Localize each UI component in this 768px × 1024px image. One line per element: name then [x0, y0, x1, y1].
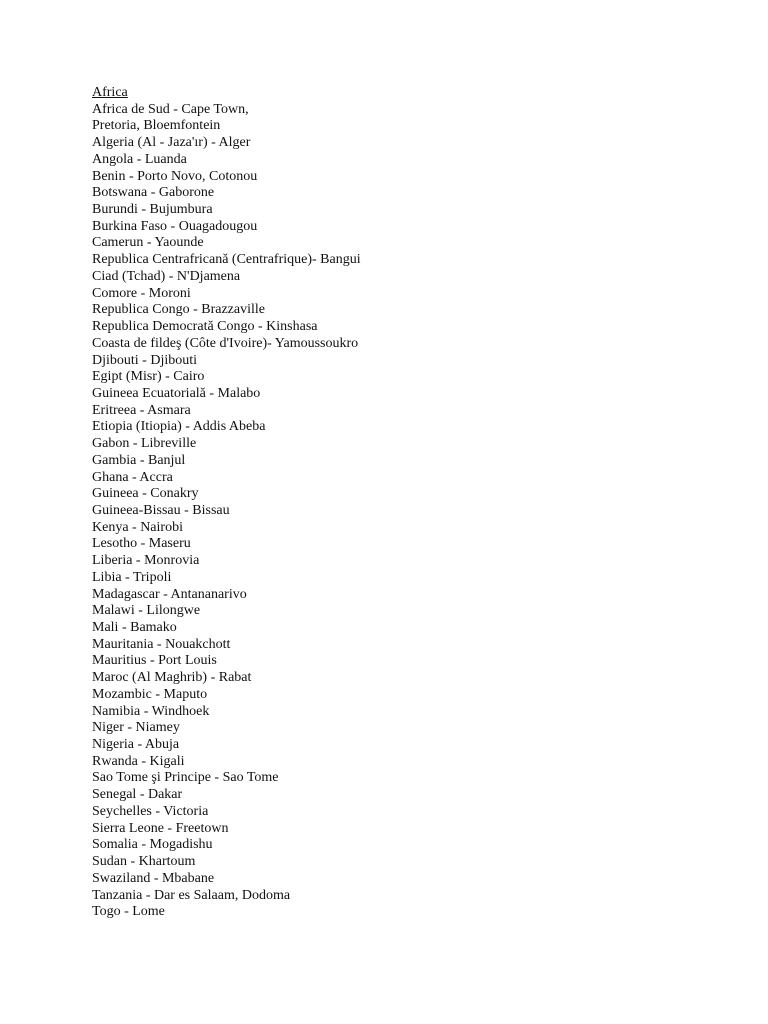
- list-line: Republica Democrată Congo - Kinshasa: [92, 319, 318, 335]
- list-line: Pretoria, Bloemfontein: [92, 118, 221, 134]
- list-line: Sudan - Khartoum: [92, 854, 196, 870]
- list-line: Djibouti - Djibouti: [92, 352, 197, 368]
- list-line: Tanzania - Dar es Salaam, Dodoma: [92, 887, 291, 903]
- list-line: Niger - Niamey: [92, 720, 180, 736]
- list-line: Angola - Luanda: [92, 151, 187, 167]
- list-line: Senegal - Dakar: [92, 787, 183, 803]
- list-line: Mauritius - Port Louis: [92, 653, 217, 669]
- list-line: Gabon - Libreville: [92, 436, 197, 452]
- list-line: Mauritania - Nouakchott: [92, 636, 231, 652]
- list-line: Gambia - Banjul: [92, 452, 186, 468]
- list-line: Guineea-Bissau - Bissau: [92, 502, 230, 518]
- list-line: Mali - Bamako: [92, 620, 177, 635]
- list-line: Ciad (Tchad) - N'Djamena: [92, 268, 241, 284]
- list-line: Libia - Tripoli: [92, 569, 172, 585]
- list-line: Liberia - Monrovia: [92, 553, 200, 569]
- list-line: Mozambic - Maputo: [92, 686, 208, 702]
- list-line: Africa de Sud - Cape Town,: [92, 101, 249, 117]
- list-line: Swaziland - Mbabane: [92, 870, 215, 886]
- list-line: Algeria (Al - Jaza'ır) - Alger: [92, 135, 251, 151]
- list-line: Namibia - Windhoek: [92, 703, 210, 719]
- list-line: Egipt (Misr) - Cairo: [92, 369, 205, 385]
- list-line: Togo - Lome: [92, 904, 165, 920]
- list-line: Seychelles - Victoria: [92, 803, 209, 819]
- list-line: Coasta de fildeş (Côte d'Ivoire)- Yamoussoukro: [92, 335, 359, 351]
- list-line: Maroc (Al Maghrib) - Rabat: [92, 670, 252, 686]
- section-heading: Africa: [92, 85, 128, 100]
- list-line: Sierra Leone - Freetown: [92, 820, 229, 836]
- list-line: Sao Tome şi Principe - Sao Tome: [92, 770, 279, 786]
- list-line: Somalia - Mogadishu: [92, 837, 213, 853]
- list-line: Ghana - Accra: [92, 469, 173, 485]
- list-line: Botswana - Gaborone: [92, 185, 215, 201]
- list-line: Guineea - Conakry: [92, 486, 199, 502]
- list-line: Camerun - Yaounde: [92, 235, 204, 251]
- list-line: Lesotho - Maseru: [92, 536, 191, 552]
- list-line: Rwanda - Kigali: [92, 753, 185, 769]
- list-line: Guineea Ecuatorială - Malabo: [92, 385, 261, 401]
- list-line: Kenya - Nairobi: [92, 519, 183, 535]
- list-line: Etiopia (Itiopia) - Addis Abeba: [92, 419, 266, 435]
- list-line: Republica Congo - Brazzaville: [92, 302, 265, 318]
- list-line: Madagascar - Antananarivo: [92, 586, 247, 602]
- list-line: Eritreea - Asmara: [92, 402, 191, 418]
- list-line: Burkina Faso - Ouagadougou: [92, 218, 258, 234]
- country-capital-list: [92, 102, 712, 921]
- list-line: Benin - Porto Novo, Cotonou: [92, 168, 258, 184]
- document-content: [92, 85, 712, 921]
- list-line: Comore - Moroni: [92, 285, 191, 301]
- list-line: Malawi - Lilongwe: [92, 603, 201, 619]
- list-line: Republica Centrafricană (Centrafrique)- Bangui: [92, 252, 361, 268]
- list-line: Nigeria - Abuja: [92, 737, 180, 753]
- list-line: Burundi - Bujumbura: [92, 202, 213, 218]
